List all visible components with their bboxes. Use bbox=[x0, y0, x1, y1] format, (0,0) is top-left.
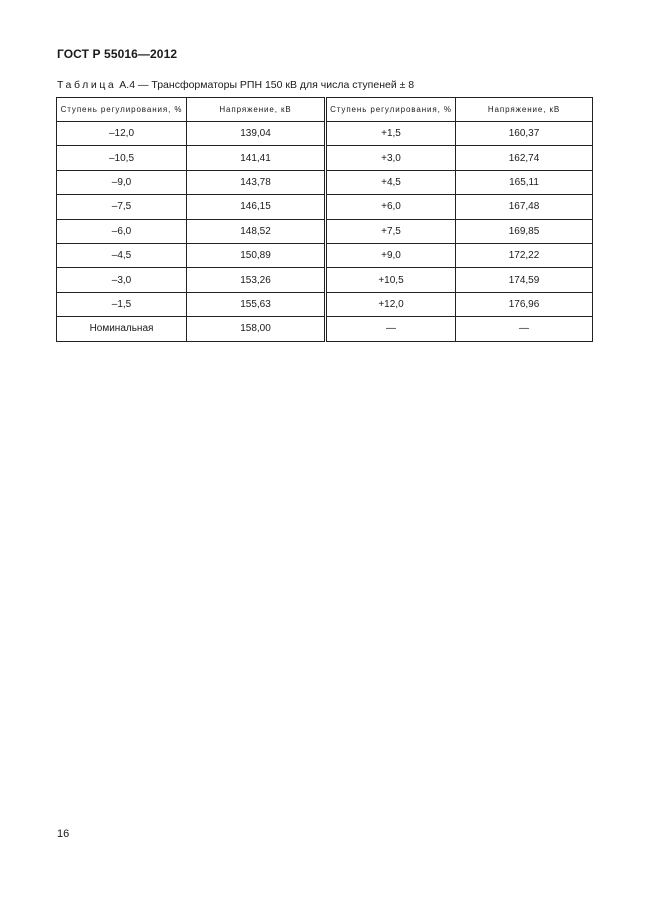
step-cell: +1,5 bbox=[326, 122, 456, 146]
header-voltage-left: Напряжение, кВ bbox=[187, 98, 326, 122]
step-cell: –1,5 bbox=[57, 292, 187, 316]
step-cell: –4,5 bbox=[57, 243, 187, 267]
voltage-steps-table bbox=[56, 97, 593, 342]
voltage-cell: 172,22 bbox=[456, 243, 593, 267]
voltage-cell: 146,15 bbox=[187, 195, 326, 219]
step-cell: — bbox=[326, 317, 456, 341]
step-cell: +4,5 bbox=[326, 170, 456, 194]
table-caption-label: Таблица bbox=[57, 79, 117, 91]
voltage-cell: 158,00 bbox=[187, 317, 326, 341]
voltage-cell: 139,04 bbox=[187, 122, 326, 146]
voltage-cell: 148,52 bbox=[187, 219, 326, 243]
voltage-cell: 174,59 bbox=[456, 268, 593, 292]
voltage-cell: 162,74 bbox=[456, 146, 593, 170]
table-row bbox=[57, 317, 593, 341]
header-step-right: Ступень регулирования, % bbox=[326, 98, 456, 122]
header-voltage-right: Напряжение, кВ bbox=[456, 98, 593, 122]
step-cell: –9,0 bbox=[57, 170, 187, 194]
step-cell: +7,5 bbox=[326, 219, 456, 243]
document-code: ГОСТ Р 55016—2012 bbox=[57, 47, 178, 61]
step-cell: –12,0 bbox=[57, 122, 187, 146]
table-row bbox=[57, 122, 593, 146]
step-cell: –6,0 bbox=[57, 219, 187, 243]
voltage-cell: 169,85 bbox=[456, 219, 593, 243]
table-caption bbox=[57, 79, 414, 91]
voltage-cell: 176,96 bbox=[456, 292, 593, 316]
voltage-cell: 160,37 bbox=[456, 122, 593, 146]
step-cell: +6,0 bbox=[326, 195, 456, 219]
step-cell: +10,5 bbox=[326, 268, 456, 292]
step-cell: +9,0 bbox=[326, 243, 456, 267]
step-cell: –10,5 bbox=[57, 146, 187, 170]
table-caption-text: А.4 — Трансформаторы РПН 150 кВ для числа ступеней ± 8 bbox=[116, 79, 415, 91]
table-row bbox=[57, 292, 593, 316]
table-row bbox=[57, 268, 593, 292]
voltage-cell: 153,26 bbox=[187, 268, 326, 292]
step-cell: Номинальная bbox=[57, 317, 187, 341]
table-row bbox=[57, 195, 593, 219]
voltage-cell: 143,78 bbox=[187, 170, 326, 194]
table-header-row bbox=[57, 98, 593, 122]
voltage-cell: 167,48 bbox=[456, 195, 593, 219]
table-row bbox=[57, 146, 593, 170]
step-cell: –7,5 bbox=[57, 195, 187, 219]
voltage-cell: 141,41 bbox=[187, 146, 326, 170]
voltage-cell: 165,11 bbox=[456, 170, 593, 194]
voltage-cell: 150,89 bbox=[187, 243, 326, 267]
header-step-left: Ступень регулирования, % bbox=[57, 98, 187, 122]
step-cell: –3,0 bbox=[57, 268, 187, 292]
page-number: 16 bbox=[57, 828, 70, 840]
voltage-cell: — bbox=[456, 317, 593, 341]
table-row bbox=[57, 170, 593, 194]
voltage-cell: 155,63 bbox=[187, 292, 326, 316]
table-row bbox=[57, 243, 593, 267]
step-cell: +12,0 bbox=[326, 292, 456, 316]
step-cell: +3,0 bbox=[326, 146, 456, 170]
table-row bbox=[57, 219, 593, 243]
